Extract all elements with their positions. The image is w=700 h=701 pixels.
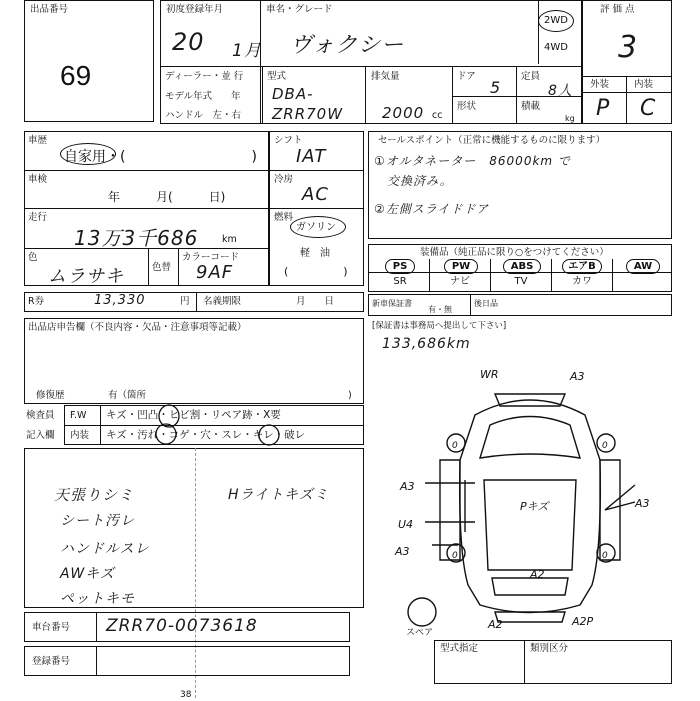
registration-divider [96, 646, 97, 676]
registration-box [24, 646, 350, 676]
chassis-label: 車台番号 [32, 622, 71, 633]
remark-4: AWキズ [60, 566, 115, 582]
warranty-box [368, 294, 672, 316]
diagram-label-a2p: A2P [572, 615, 594, 628]
sales-label: セールスポイント（正常に機能するものに限ります） [378, 135, 606, 146]
dealer-line-1: ディーラー・並 行 [165, 71, 244, 82]
equip-airbag: エアB [562, 259, 602, 274]
fuel-gasoline: ガソリン [296, 222, 336, 233]
recycle-label: R券 [28, 296, 45, 307]
equipment-label: 装備品（純正品に限り○をつけてください） [420, 247, 609, 258]
header-hline-1 [160, 66, 582, 67]
shift-hline-2 [269, 208, 364, 209]
recycle-divider [196, 292, 197, 312]
diagram-label-a2-body: A2 [530, 568, 545, 581]
diagram-label-u4: U4 [398, 518, 414, 531]
color-code: 9AF [196, 262, 234, 283]
car-label: 車名・グレード [266, 4, 333, 15]
rating-value: 3 [618, 30, 639, 65]
inspect-fw: F.W [70, 410, 87, 421]
equip-navi: ナビ [450, 276, 470, 287]
inspect-interior: 内装 [70, 430, 90, 441]
equipment-vline-2 [490, 259, 491, 292]
remark-3: ハンドルスレ [60, 541, 150, 557]
engine-label: 排気量 [371, 71, 400, 82]
shaken-value: 年 月( 日) [108, 190, 226, 204]
car-diagram [380, 350, 680, 640]
history-value: 自家用・( ) [64, 149, 257, 165]
chassis-divider [96, 612, 97, 642]
diagram-wheel-fr: 0 [602, 441, 608, 451]
model-code: ZRR70W [272, 105, 344, 123]
inspect-circles [140, 400, 300, 450]
repair-paren: ) [348, 390, 352, 401]
rating-vline [626, 76, 627, 124]
shaken-label: 車検 [28, 174, 48, 185]
dealer-line-3: ハンドル 左・右 [165, 110, 242, 121]
remark-2: シート汚レ [60, 513, 135, 529]
diagram-label-wr: WR [480, 368, 499, 381]
fuel-light-oil: 軽 油 [300, 248, 330, 259]
history-hline-2 [24, 208, 269, 209]
reg-year: 20 [172, 28, 205, 56]
header-divider-4 [452, 66, 453, 124]
capacity-value: 8人 [548, 83, 573, 99]
type-designation-label: 型式指定 [440, 643, 479, 654]
equip-aw: AW [626, 259, 660, 274]
type-divider [524, 640, 525, 684]
rating-hline [582, 76, 672, 77]
shift-hline-1 [269, 170, 364, 171]
diagram-wheel-fl: 0 [452, 441, 458, 451]
header-divider-3 [365, 66, 366, 124]
load-unit: kg [565, 114, 575, 123]
model-prefix: DBA- [272, 85, 314, 103]
aircon-value: AC [302, 184, 329, 205]
diagram-wheel-rl: 0 [452, 551, 458, 561]
diagram-wheel-rr: 0 [602, 551, 608, 561]
header-divider-1 [260, 0, 261, 124]
reg-label: 初度登録年月 [166, 4, 224, 15]
equipment-vline-4 [612, 259, 613, 292]
load-label: 積載 [521, 101, 541, 112]
mileage-unit: km [222, 234, 237, 245]
diagram-label-a2-bottom: A2 [488, 618, 503, 631]
inspect-fw-items: キズ・凹凸・ヒビ割・リペア跡・X要 [106, 409, 281, 421]
limit-value: 月 日 [296, 296, 335, 307]
diagram-label-a3-top: A3 [570, 370, 585, 383]
color-label: 色 [28, 252, 38, 263]
lot-number-label: 出品番号 [30, 4, 69, 15]
equip-pw: PW [444, 259, 478, 274]
equip-abs: ABS [503, 259, 541, 274]
equip-sr: SR [393, 276, 407, 287]
reg-month: 1月 [232, 41, 262, 61]
remark-5: ペットキモ [60, 591, 135, 607]
rating-int-label: 内装 [634, 79, 654, 90]
dealer-line-2: モデル年式 年 [165, 91, 241, 102]
lot-number-value: 69 [60, 60, 92, 91]
equipment-vline-1 [429, 259, 430, 292]
mileage-label: 走行 [28, 212, 48, 223]
model-label: 型式 [267, 71, 287, 82]
diagram-spare-label: スペア [406, 628, 434, 638]
recycle-value: 13,330 [94, 293, 146, 308]
registration-label: 登録番号 [32, 656, 71, 667]
rating-hline-2 [582, 92, 672, 93]
inspect-vline [100, 405, 101, 445]
capacity-label: 定員 [521, 71, 541, 82]
remark-1: 天張りシミ [54, 486, 135, 504]
rating-ext-label: 外装 [590, 79, 610, 90]
inspect-label-2: 記入欄 [26, 430, 55, 441]
color-divider [148, 248, 149, 286]
engine-unit: cc [432, 110, 443, 121]
equip-leather: カワ [572, 276, 592, 287]
chassis-value: ZRR70-0073618 [106, 616, 258, 636]
later-label: 後日品 [474, 299, 498, 308]
inspector-label: [保証書は事務局へ提出して下さい] [372, 321, 507, 331]
shift-label: シフト [274, 135, 303, 146]
equipment-vline-3 [551, 259, 552, 292]
diagram-label-scratch: Pキズ [520, 500, 549, 513]
doors-label: ドア [457, 71, 476, 82]
footer-note: 38 [180, 690, 192, 700]
diagram-label-a3-left-2: A3 [395, 545, 410, 558]
fuel-label: 燃料 [274, 212, 294, 223]
diagram-label-a3-right: A3 [635, 497, 650, 510]
rating-int: C [640, 96, 657, 121]
mileage-value: 13万3千686 [74, 226, 199, 250]
notes-label: 出品店申告欄（不良内容・欠品・注意事項等記載） [28, 322, 247, 333]
aircon-label: 冷房 [274, 174, 294, 185]
header-box [160, 0, 582, 124]
header-divider-5 [516, 66, 517, 124]
warranty-value: 有・無 [428, 305, 452, 314]
recycle-unit: 円 [180, 296, 190, 307]
inspector-value: 133,686km [382, 336, 471, 352]
inspect-int-items: キズ・汚れ・コゲ・穴・スレ・キレ・破レ [106, 429, 306, 441]
rating-label: 評価点 [600, 4, 638, 15]
limit-label: 名義期限 [203, 296, 242, 307]
shift-value: IAT [296, 146, 327, 167]
inspect-label-1: 検査員 [26, 410, 55, 421]
header-divider-2 [538, 0, 539, 64]
repair-value: 有（箇所 [108, 390, 147, 401]
rating-ext: P [596, 96, 611, 121]
color-value: ムラサキ [48, 266, 124, 287]
drive-2wd: 2WD [544, 15, 568, 26]
color-swap-label: 色替 [152, 262, 172, 273]
color-divider-2 [178, 248, 179, 286]
sales-line-1: ①オルタネーター 86000km で [374, 154, 571, 168]
category-number-label: 類別区分 [530, 643, 569, 654]
shape-label: 形状 [457, 101, 477, 112]
drive-4wd: 4WD [544, 42, 568, 53]
color-code-label: カラーコード [182, 252, 240, 263]
remark-right: Hライトキズミ [228, 487, 329, 503]
car-name: ヴォクシー [290, 33, 405, 58]
equip-ps: PS [385, 259, 415, 274]
warranty-label: 新車保証書 [372, 299, 412, 308]
fuel-paren: ( ) [284, 265, 348, 278]
dealer-divider [262, 66, 263, 124]
history-label: 車歴 [28, 135, 48, 146]
engine-value: 2000 [382, 104, 425, 122]
repair-label: 修復歴 [36, 390, 65, 401]
doors-value: 5 [490, 78, 502, 97]
warranty-divider [470, 294, 471, 316]
history-hline-1 [24, 170, 269, 171]
sales-line-2: 交換済み。 [374, 174, 453, 188]
sales-line-3: ②左側スライドドア [374, 202, 490, 216]
diagram-label-a3-left-1: A3 [400, 480, 415, 493]
equip-tv: TV [514, 276, 528, 287]
